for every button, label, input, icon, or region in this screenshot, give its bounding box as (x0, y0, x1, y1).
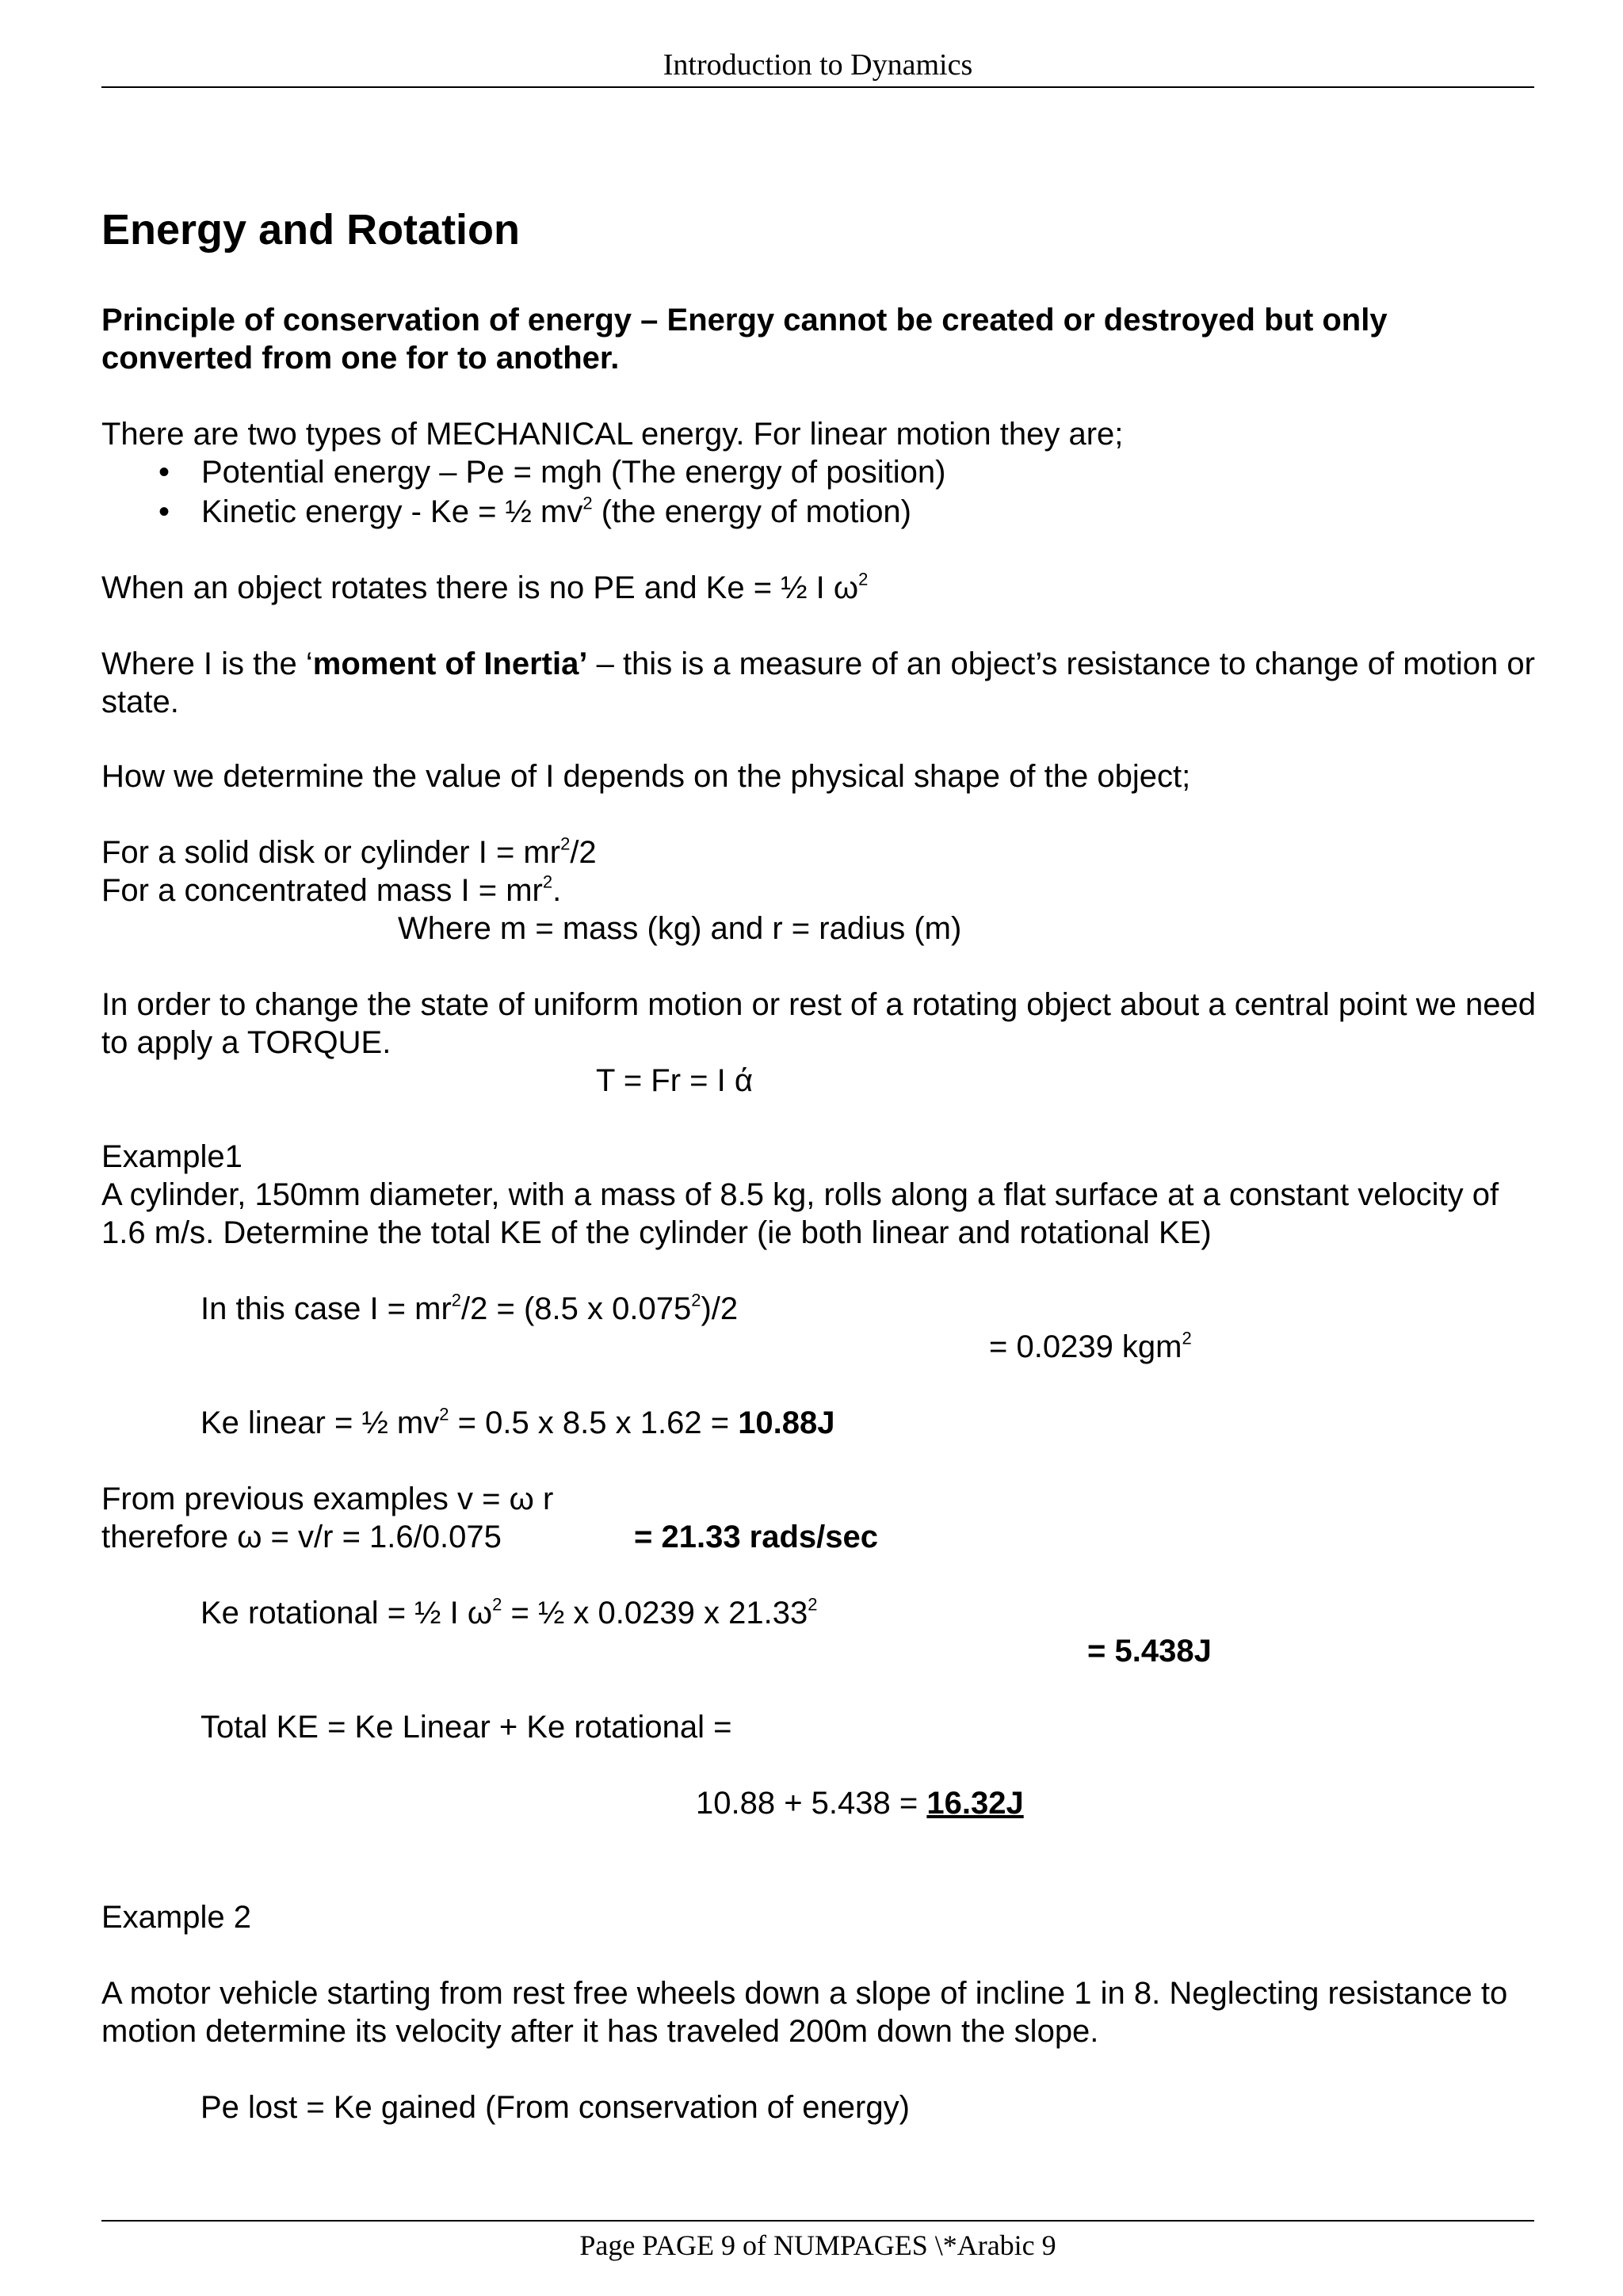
example2-problem: A motor vehicle starting from rest free wheels down a slope of incline 1 in 8. Neglecting resistance to motion determine its velocity after it has traveled 200m down the slope. (101, 1976, 1508, 2049)
inertia-result: = 0.0239 kgm$^2$ (989, 1328, 1192, 1364)
bullet-icon: • (158, 494, 170, 529)
torque-statement: In order to change the state of uniform motion or rest of a rotating object about a central point we need to apply a TORQUE. (101, 987, 1536, 1060)
example1-problem: A cylinder, 150mm diameter, with a mass of 8.5 kg, rolls along a flat surface at a constant velocity of 1.6 m/s. Determine the total KE of the cylinder (ie both linear and rotational KE) (101, 1177, 1499, 1250)
rotation-statement: When an object rotates there is no PE and Ke = ½ I $\omega^2$ (101, 569, 869, 605)
inertia-calculation: In this case $I = mr^2/2 = (8.5$ x 0.075$^2$)/2 (200, 1290, 739, 1326)
footer-rule (101, 2220, 1534, 2222)
bullet-kinetic-energy: Kinetic energy - Ke = ½ $mv^2$ (the energy of motion) (201, 493, 911, 529)
section-heading: Energy and Rotation (101, 206, 521, 254)
velocity-relation: From previous examples v = ω r (101, 1482, 554, 1516)
energy-balance-statement: Pe lost = Ke gained (From conservation of energy) (200, 2090, 910, 2125)
bullet-list-item (101, 493, 1536, 531)
moment-of-inertia-definition: Where I is the ‘moment of Inertia’ – this is a measure of an object’s resistance to change of motion or state. (101, 646, 1535, 719)
solid-disk-formula: For a solid disk or cylinder $I = mr^2/2$ (101, 833, 597, 870)
omega-calculation: therefore ω = v/r = 1.6/0.075 (101, 1520, 502, 1554)
bullet-potential-energy: Potential energy – Pe = mgh (The energy of position) (201, 455, 946, 490)
example2-title: Example 2 (101, 1900, 251, 1935)
variable-definitions: Where m = mass (kg) and r = radius (m) (398, 911, 962, 946)
total-ke-result: 16.32J (926, 1786, 1024, 1821)
total-ke-statement: Total KE = Ke Linear + Ke rotational = (200, 1710, 732, 1745)
principle-statement: Principle of conservation of energy – Energy cannot be created or destroyed but only converted from one for to another. (101, 303, 1388, 376)
bullet-icon: • (158, 455, 170, 490)
ke-linear-calculation: Ke linear = ½ $mv^2 = 0.5$ x 8.5 x 1.62 = 10.88J (200, 1404, 835, 1440)
ke-rotational-result: = 5.438J (1087, 1634, 1212, 1669)
example1-title: Example1 (101, 1139, 242, 1174)
ke-rotational-calculation: Ke rotational = ½ I $\omega^2$ = ½ x 0.0239 x 21.33$^2$ (200, 1594, 818, 1630)
omega-result: = 21.33 rads/sec (634, 1520, 879, 1554)
energy-types-intro: There are two types of MECHANICAL energy. For linear motion they are; (101, 417, 1124, 452)
determine-statement: How we determine the value of I depends on the physical shape of the object; (101, 759, 1191, 794)
page-header: Introduction to Dynamics (663, 48, 973, 82)
total-ke-sum: 10.88 + 5.438 = 16.32J (696, 1786, 1024, 1821)
concentrated-mass-formula: For a concentrated mass $I = mr^2$. (101, 871, 562, 908)
header-rule (101, 86, 1534, 88)
ke-linear-result: 10.88J (738, 1405, 835, 1440)
page-footer: Page PAGE 9 of NUMPAGES \*Arabic 9 (579, 2229, 1056, 2261)
torque-equation: T = Fr = I ά (596, 1063, 753, 1098)
bullet-list-item (101, 453, 1536, 491)
